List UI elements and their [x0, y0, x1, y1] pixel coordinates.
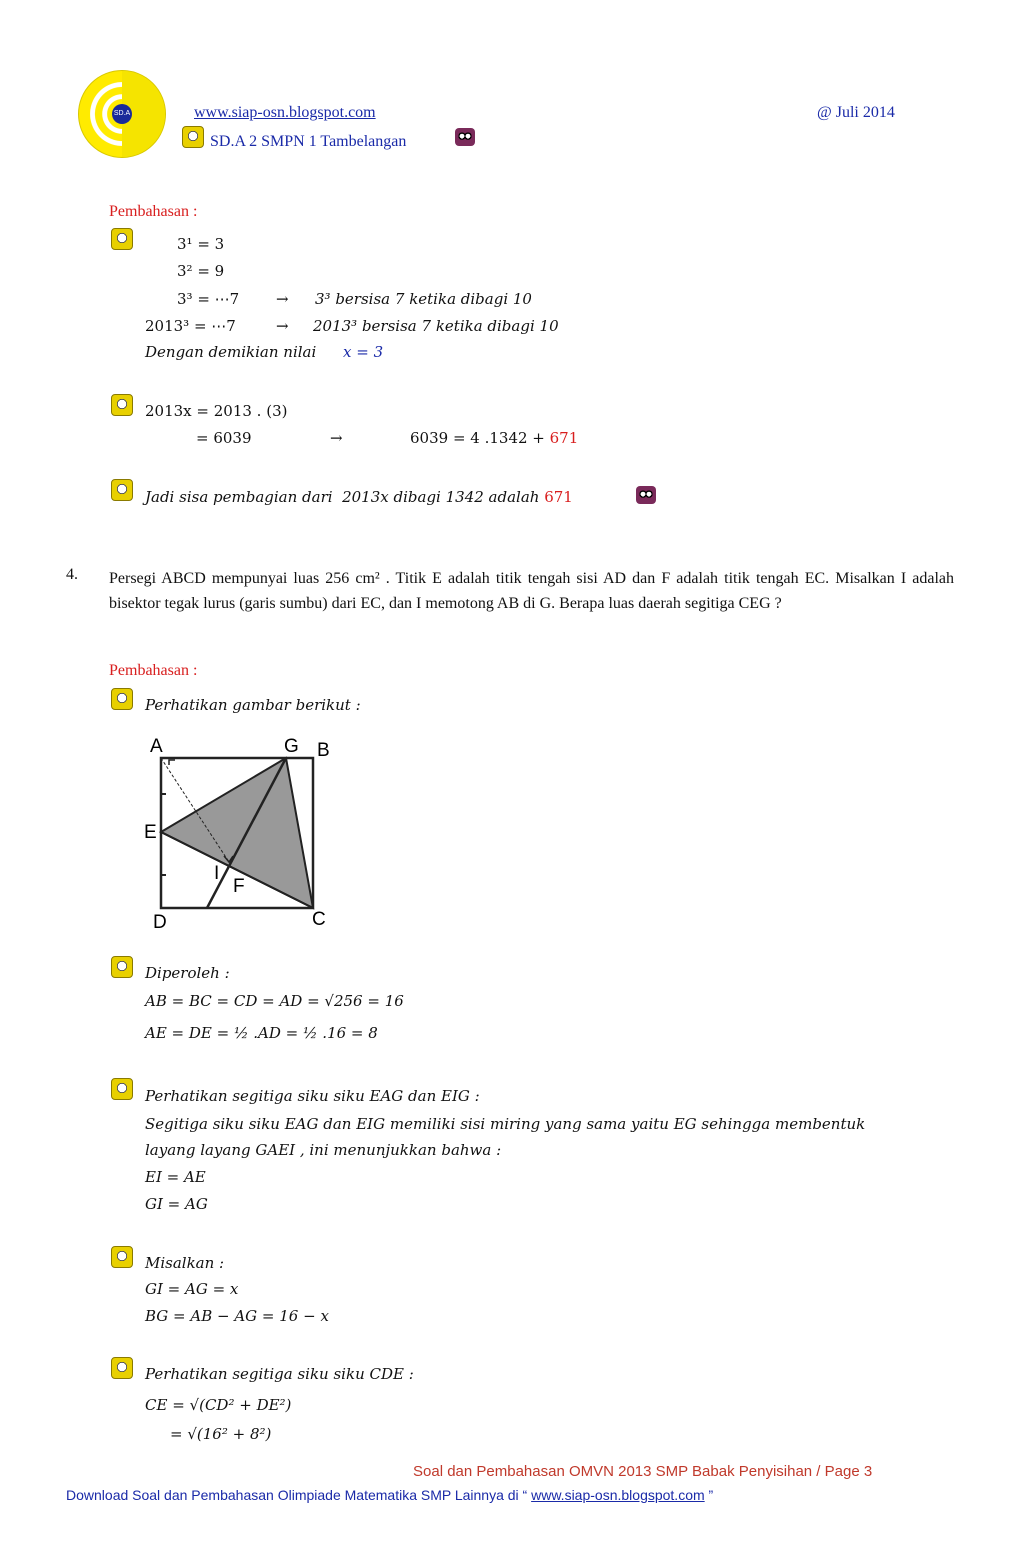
eag-line: EI = AE: [145, 1168, 206, 1186]
math-line: 2013³ bersisa 7 ketika dibagi 10: [313, 317, 559, 335]
math-answer: x = 3: [343, 343, 384, 361]
conclusion-line: Jadi sisa pembagian dari 2013x dibagi 1342 adalah 671: [145, 488, 573, 506]
calc-line: 2013x = 2013 . (3): [145, 402, 288, 420]
math-line: Dengan demikian nilai: [145, 343, 317, 361]
math-line: 3¹ = 3: [177, 235, 225, 253]
school-name: SD.A 2 SMPN 1 Tambelangan: [210, 133, 407, 150]
question-text: Persegi ABCD mempunyai luas 256 cm² . Titik E adalah titik tengah sisi AD dan F adalah titik tengah EC. Misalkan I adalah bisektor tegak lurus (garis sumbu) dari EC, dan I memotong AB di G. Berapa luas daerah segitiga CEG ?: [109, 570, 954, 612]
math-line: 3³ bersisa 7 ketika dibagi 10: [315, 290, 532, 308]
arrow-icon: →: [276, 290, 289, 308]
face-icon: [636, 486, 656, 504]
label-d: D: [153, 912, 167, 933]
cde-line: CE = √(CD² + DE²): [145, 1396, 292, 1414]
math-line: 2013³ = ⋯7: [145, 317, 236, 335]
skull-icon: [182, 126, 204, 148]
website-link[interactable]: www.siap-osn.blogspot.com: [194, 104, 376, 121]
label-i: I: [214, 863, 220, 884]
label-c: C: [312, 909, 326, 930]
label-e: E: [144, 822, 157, 843]
header-date: @ Juli 2014: [817, 104, 895, 121]
question-number: 4.: [66, 566, 78, 583]
geometry-figure: [140, 732, 350, 937]
eag-title: Perhatikan segitiga siku siku EAG dan EIG :: [145, 1087, 480, 1105]
arrow-icon: →: [276, 317, 289, 335]
label-g: G: [284, 736, 299, 757]
logo-text: SD.A: [112, 104, 132, 124]
footer-link[interactable]: www.siap-osn.blogspot.com: [531, 1487, 705, 1503]
label-a: A: [150, 736, 163, 757]
skull-icon: [111, 394, 133, 416]
misal-title: Misalkan :: [145, 1254, 225, 1272]
skull-icon: [111, 1357, 133, 1379]
eag-line: Segitiga siku siku EAG dan EIG memiliki sisi miring yang sama yaitu EG sehingga membentuk: [145, 1115, 866, 1133]
eag-line: layang layang GAEI , ini menunjukkan bahwa :: [145, 1141, 502, 1159]
cde-line: = √(16² + 8²): [170, 1425, 272, 1443]
calc-line: 6039 = 4 .1342 + 671: [410, 429, 579, 447]
skull-icon: [111, 956, 133, 978]
footer-download: Download Soal dan Pembahasan Olimpiade Matematika SMP Lainnya di “ www.siap-osn.blogspot.com ”: [66, 1487, 714, 1503]
pembahasan-label-2: Pembahasan :: [109, 662, 198, 679]
cde-title: Perhatikan segitiga siku siku CDE :: [145, 1365, 414, 1383]
ab-line: AB = BC = CD = AD = √256 = 16: [145, 992, 404, 1010]
label-b: B: [317, 740, 330, 761]
figure-intro: Perhatikan gambar berikut :: [145, 696, 361, 714]
misal-line: BG = AB − AG = 16 − x: [145, 1307, 329, 1325]
skull-icon: [111, 228, 133, 250]
arrow-icon: →: [330, 429, 343, 447]
skull-icon: [111, 1246, 133, 1268]
math-line: 3³ = ⋯7: [177, 290, 240, 308]
ae-line: AE = DE = ½ .AD = ½ .16 = 8: [145, 1024, 378, 1042]
footer-title: Soal dan Pembahasan OMVN 2013 SMP Babak Penyisihan / Page 3: [413, 1463, 873, 1480]
math-line: 3² = 9: [177, 262, 225, 280]
misal-line: GI = AG = x: [145, 1280, 239, 1298]
site-logo: [78, 70, 166, 158]
label-f: F: [233, 876, 245, 897]
face-icon: [455, 128, 475, 146]
calc-line: = 6039: [196, 429, 252, 447]
pembahasan-label-1: Pembahasan :: [109, 203, 198, 220]
diperoleh: Diperoleh :: [145, 964, 230, 982]
skull-icon: [111, 479, 133, 501]
skull-icon: [111, 1078, 133, 1100]
eag-line: GI = AG: [145, 1195, 208, 1213]
skull-icon: [111, 688, 133, 710]
